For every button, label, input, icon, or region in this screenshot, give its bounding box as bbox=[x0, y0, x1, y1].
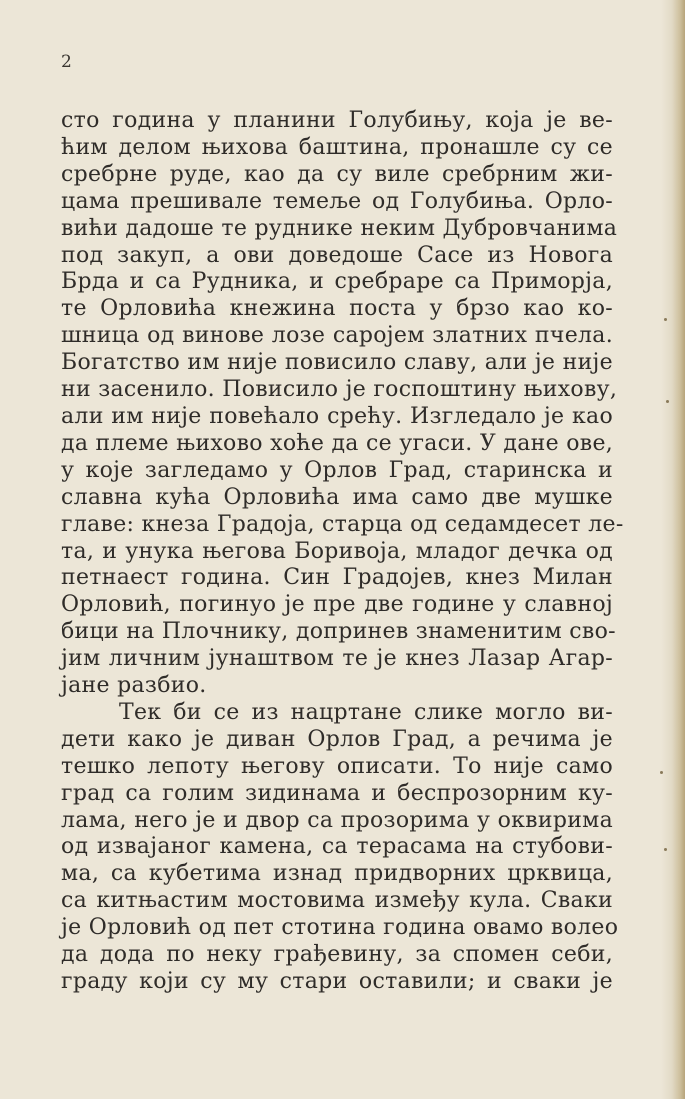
text-line: славна кућа Орловића има само две мушке bbox=[61, 484, 613, 510]
text-line: лама, него је и двор са прозорима у оквирима bbox=[61, 807, 613, 833]
body-text bbox=[61, 108, 624, 996]
text-line: вићи дадоше те руднике неким Дубровчанима bbox=[61, 215, 618, 241]
text-line: Брда и са Рудника, и сребраре са Приморја, bbox=[61, 269, 613, 295]
text-line: Тек би се из нацртане слике могло ви- bbox=[119, 699, 613, 725]
text-line: са китњастим мостовима између кула. Сваки bbox=[61, 888, 613, 914]
text-line: јим личним јунаштвом те је кнез Лазар Агар- bbox=[61, 646, 613, 672]
paragraph-1 bbox=[61, 108, 624, 700]
text-line: јане разбио. bbox=[61, 673, 207, 699]
paper-speck bbox=[664, 848, 667, 851]
text-line: тешко лепоту његову описати. То није само bbox=[61, 753, 613, 779]
text-line: бици на Плочнику, допринев знаменитим сво- bbox=[61, 619, 616, 645]
text-line: шница од винове лозе саројем златних пчела. bbox=[61, 323, 613, 349]
text-line: од изваjаног камена, са терасама на стубови- bbox=[61, 834, 613, 860]
text-line: сребрне руде, као да су виле сребрним жи- bbox=[61, 161, 613, 187]
paragraph-2 bbox=[61, 699, 619, 996]
text-line: цама прешивале темеље од Голубиња. Орло- bbox=[61, 188, 613, 214]
text-line: дети како је диван Орлов Град, а речима је bbox=[61, 726, 613, 752]
text-line: град са голим зидинама и беспрозорним ку- bbox=[61, 780, 613, 806]
text-line: Богатство им није повисило славу, али је није bbox=[61, 350, 613, 376]
page-edge-shadow bbox=[661, 0, 685, 1099]
paper-speck bbox=[666, 400, 669, 403]
text-line: ни засенило. Повисило је госпоштину њихову, bbox=[61, 377, 618, 403]
text-line: је Орловић од пет стотина година овамо волео bbox=[61, 915, 619, 941]
text-line: главе: кнеза Градоја, старца од седамдесет ле- bbox=[61, 511, 624, 537]
text-line: да дода по неку грађевину, за спомен себи, bbox=[61, 942, 613, 968]
text-line: те Орловића кнежина поста у брзо као ко- bbox=[61, 296, 613, 322]
text-line: али им није повећало срећу. Изгледало је као bbox=[61, 403, 613, 429]
text-line: та, и унука његова Боривоја, младог дечка од bbox=[61, 538, 613, 564]
text-line: у које загледамо у Орлов Град, старинска и bbox=[61, 457, 613, 483]
text-line: петнаест година. Син Градојев, кнез Милан bbox=[61, 565, 613, 591]
text-line: да племе њихово хоће да се угаси. У дане ове, bbox=[61, 430, 614, 456]
text-line: Орловић, погинуо је пре две године у славној bbox=[61, 592, 613, 618]
paper-speck bbox=[660, 771, 663, 774]
page-number: 2 bbox=[61, 52, 72, 72]
text-line: под закуп, а ови доведоше Сасе из Новога bbox=[61, 242, 613, 268]
text-line: сто година у планини Голубињу, која је ве- bbox=[61, 108, 613, 133]
paper-speck bbox=[664, 318, 667, 321]
text-line: ћим делом њихова баштина, пронашле су се bbox=[61, 134, 613, 160]
text-line: граду који су му стари оставили; и сваки је bbox=[61, 969, 613, 994]
text-line: ма, са кубетима изнад придворних црквица, bbox=[61, 861, 613, 887]
